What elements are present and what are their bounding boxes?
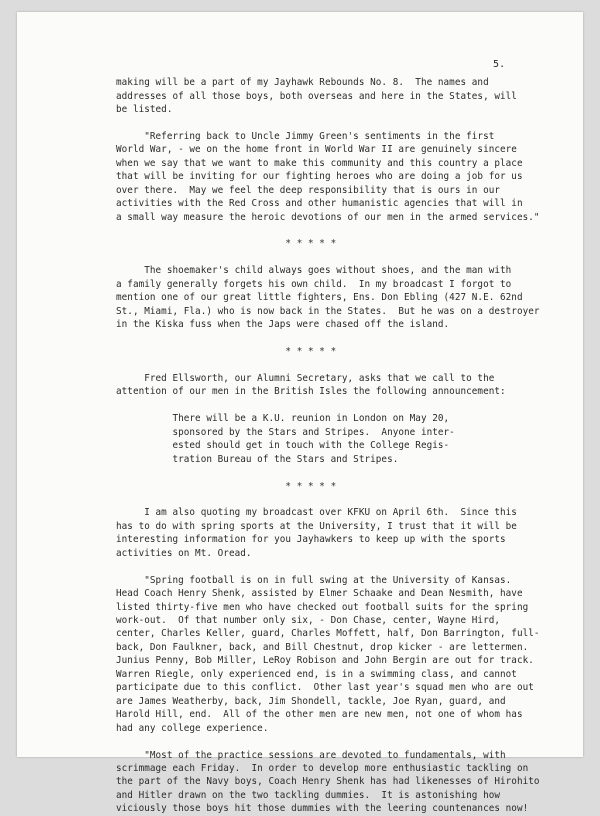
text-line: St., Miami, Fla.) who is now back in the States. But he was on a destroyer xyxy=(116,305,540,317)
text-line: center, Charles Keller, guard, Charles Moffett, half, Don Barrington, full- xyxy=(116,628,540,640)
text-line: activities with the Red Cross and other humanistic agencies that will in xyxy=(116,198,523,210)
page-number: 5. xyxy=(493,59,506,70)
text-line: "Referring back to Uncle Jimmy Green's sentiments in the first xyxy=(116,130,495,142)
typewritten-page xyxy=(17,12,583,815)
text-line: addresses of all those boys, both overseas and here in the States, will xyxy=(116,90,517,102)
text-line: over there. May we feel the deep responsibility that is ours in our xyxy=(116,184,501,196)
text-line: participate due to this conflict. Other last year's squad men who are out xyxy=(116,682,534,694)
text-line: World War, - we on the home front in World War II are genuinely sincere xyxy=(116,144,517,156)
page-text xyxy=(17,12,583,815)
text-line: the part of the Navy boys, Coach Henry Shenk has had likenesses of Hirohito xyxy=(116,776,540,788)
text-line: Junius Penny, Bob Miller, LeRoy Robison and John Bergin are out for track. xyxy=(116,655,534,667)
text-line: I am also quoting my broadcast over KFKU on April 6th. Since this xyxy=(116,507,517,519)
text-line: sponsored by the Stars and Stripes. Anyone inter- xyxy=(116,426,455,438)
text-line: * * * * * xyxy=(116,346,337,357)
text-line: had any college experience. xyxy=(116,722,269,734)
text-line: tration Bureau of the Stars and Stripes. xyxy=(116,453,399,465)
text-line: Harold Hill, end. All of the other men are new men, not one of whom has xyxy=(116,709,523,721)
text-line: listed thirty-five men who have checked out football suits for the spring xyxy=(116,601,529,613)
text-line: The shoemaker's child always goes without shoes, and the man with xyxy=(116,265,512,277)
text-line: has to do with spring sports at the University, I trust that it will be xyxy=(116,520,517,532)
text-line: activities on Mt. Oread. xyxy=(116,547,252,559)
text-line: be listed. xyxy=(116,103,173,115)
text-line: work-out. Of that number only six, - Don Chase, center, Wayne Hird, xyxy=(116,615,501,626)
text-line: Fred Ellsworth, our Alumni Secretary, asks that we call to the xyxy=(116,372,495,384)
text-line: a family generally forgets his own child. In my broadcast I forgot to xyxy=(116,278,512,290)
text-line: are James Weatherby, back, Jim Shondell, tackle, Joe Ryan, guard, and xyxy=(116,695,506,707)
text-line: "Most of the practice sessions are devoted to fundamentals, with xyxy=(116,749,506,761)
text-line: making will be a part of my Jayhawk Rebounds No. 8. The names and xyxy=(116,77,489,88)
text-line: that will be inviting for our fighting heroes who are doing a job for us xyxy=(116,171,523,183)
text-line: "Spring football is on in full swing at the University of Kansas. xyxy=(116,574,512,586)
text-line: Warren Riegle, only experienced end, is in a swimming class, and cannot xyxy=(116,668,517,680)
text-line: * * * * * xyxy=(116,480,337,492)
text-line: when we say that we want to make this community and this country a place xyxy=(116,157,523,169)
text-line: mention one of our great little fighters, Ens. Don Ebling (427 N.E. 62nd xyxy=(116,292,523,304)
text-line: a small way measure the heroic devotions of our men in the armed services." xyxy=(116,211,540,223)
text-line: ested should get in touch with the College Regis- xyxy=(116,440,450,452)
text-line: attention of our men in the British Isles the following announcement: xyxy=(116,386,506,398)
text-line: and Hitler drawn on the two tackling dummies. It is astonishing how xyxy=(116,789,501,801)
text-line: There will be a K.U. reunion in London on May 20, xyxy=(116,413,450,425)
text-line: Head Coach Henry Shenk, assisted by Elmer Schaake and Dean Nesmith, have xyxy=(116,588,523,600)
text-line: back, Don Faulkner, back, and Bill Chestnut, drop kicker - are lettermen. xyxy=(116,641,529,653)
text-line: interesting information for you Jayhawkers to keep up with the sports xyxy=(116,534,506,546)
text-line: scrimmage each Friday. In order to develop more enthusiastic tackling on xyxy=(116,762,529,774)
text-line: viciously those boys hit those dummies with the leering countenances now! xyxy=(116,803,529,815)
text-line: * * * * * xyxy=(116,238,337,250)
text-line: in the Kiska fuss when the Japs were chased off the island. xyxy=(116,319,450,331)
